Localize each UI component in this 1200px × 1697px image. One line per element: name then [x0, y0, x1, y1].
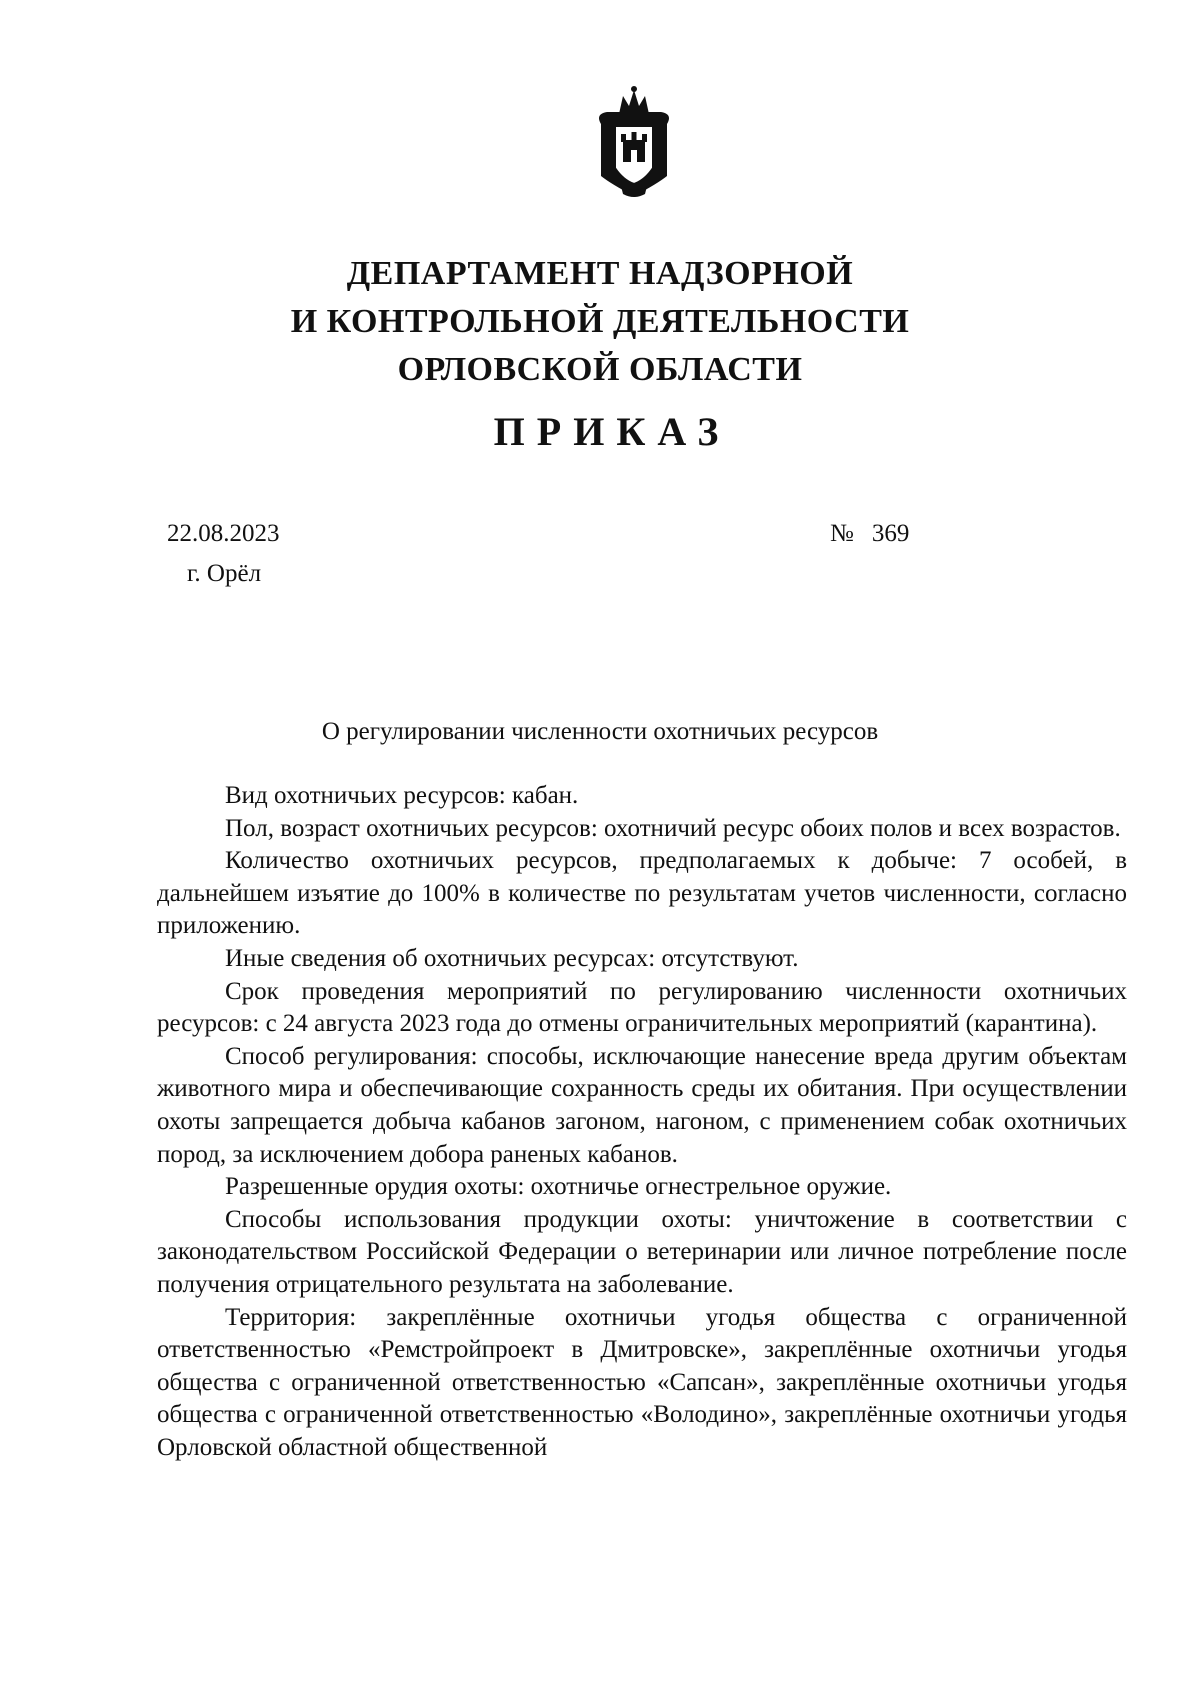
paragraph-quantity: Количество охотничьих ресурсов, предполагаемых к добыче: 7 особей, в дальнейшем изъятие до 100% в количестве по результатам учетов численности, согласно приложению. [157, 847, 1127, 940]
department-header [0, 250, 1200, 394]
paragraph-period: Срок проведения мероприятий по регулированию численности охотничьих ресурсов: с 24 августа 2023 года до отмены ограничительных мероприятий (карантина). [157, 977, 1127, 1038]
paragraph-species: Вид охотничьих ресурсов: кабан. [225, 782, 579, 809]
department-name-line-2: И КОНТРОЛЬНОЙ ДЕЯТЕЛЬНОСТИ [290, 303, 910, 340]
department-name-line-3: ОРЛОВСКОЙ ОБЛАСТИ [397, 351, 803, 388]
coat-of-arms-emblem [587, 84, 681, 202]
number-sign: № [830, 520, 854, 547]
paragraph-territory: Территория: закреплённые охотничьи угодья общества с ограниченной ответственностью «Ремстройпроект в Дмитровске», закреплённые охотничьи угодья общества с ограниченной ответственностью «Сапсан», закреплённые охотничьи угодья общества с ограниченной ответственностью «Володино», закреплённые охотничьи угодья Орловской областной общественной [157, 1303, 1127, 1461]
department-name-line-1: ДЕПАРТАМЕНТ НАДЗОРНОЙ [346, 255, 854, 292]
paragraph-method: Способ регулирования: способы, исключающие нанесение вреда другим объектам животного мира и обеспечивающие сохранность среды их обитания. При осуществлении охоты запрещается добыча кабанов загоном, нагоном, с применением собак охотничьих пород, за исключением добора раненых кабанов. [157, 1042, 1127, 1168]
document-body [157, 780, 1127, 1464]
document-number [830, 520, 909, 548]
number-value: 369 [871, 520, 910, 547]
document-type-title: ПРИКАЗ [493, 409, 731, 454]
document-date: 22.08.2023 [167, 520, 280, 547]
paragraph-weapons: Разрешенные орудия охоты: охотничье огнестрельное оружие. [225, 1173, 892, 1201]
paragraph-product-use: Способы использования продукции охоты: уничтожение в соответствии с законодательством Российской Федерации о ветеринарии или личное потребление после получения отрицательного результата на заболевание. [157, 1205, 1127, 1298]
paragraph-other-info: Иные сведения об охотничьих ресурсах: отсутствуют. [225, 944, 799, 972]
paragraph-sex-age: Пол, возраст охотничьих ресурсов: охотничий ресурс обоих полов и всех возрастов. [225, 814, 1121, 842]
document-city: г. Орёл [187, 560, 262, 587]
document-subject: О регулировании численности охотничьих ресурсов [321, 718, 879, 745]
